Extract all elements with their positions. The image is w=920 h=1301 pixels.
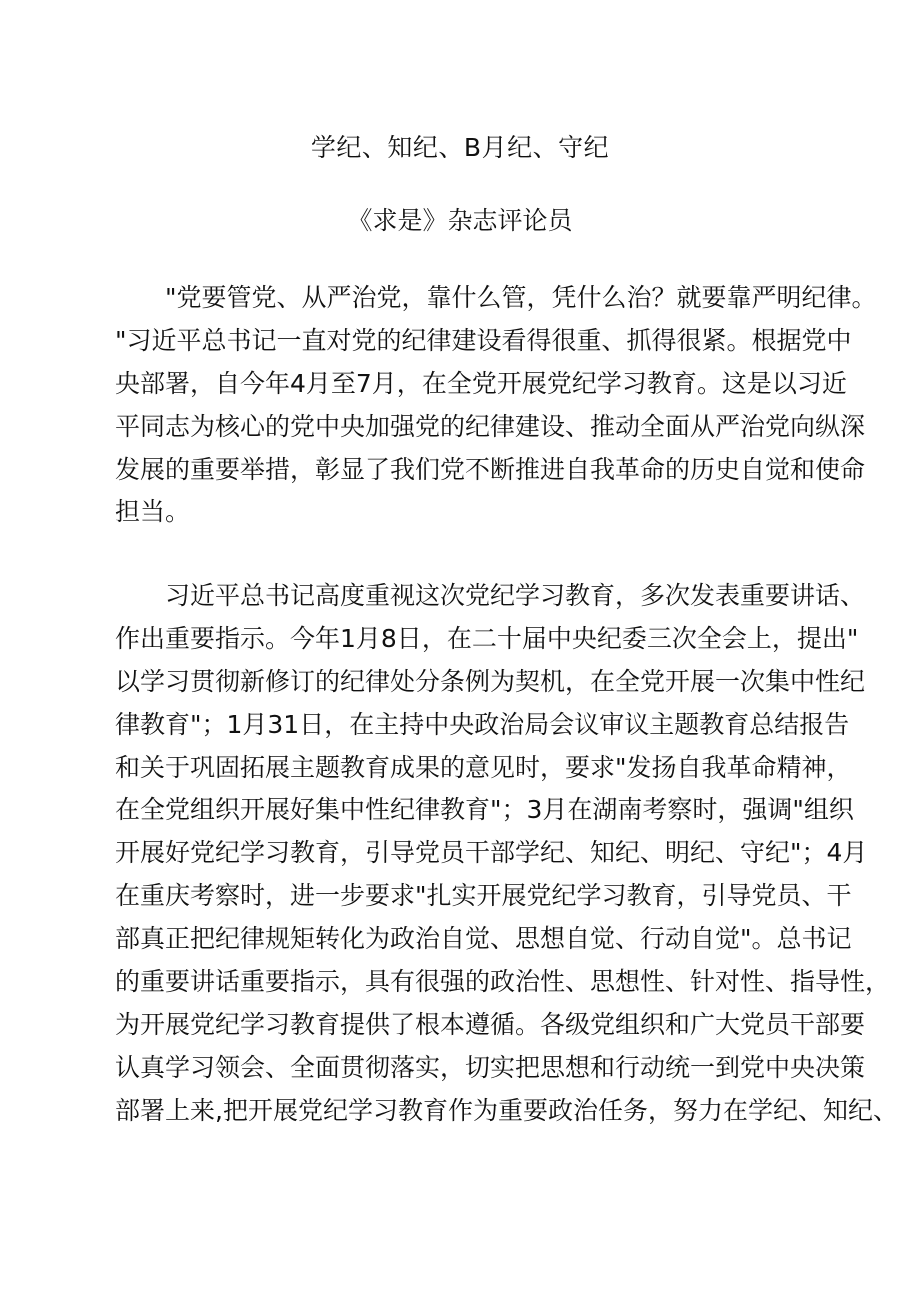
paragraph-line: 担当。 [115,497,191,527]
paragraph-line: 在全党组织开展好集中性纪律教育"；3月在湖南考察时，强调"组织 [115,795,854,825]
paragraph-line: 认真学习领会、全面贯彻落实，切实把思想和行动统一到党中央决策 [115,1052,866,1082]
paragraph-line: 在重庆考察时，进一步要求"扎实开展党纪学习教育，引导党员、干 [115,881,852,911]
paragraph-line: 以学习贯彻新修订的纪律处分条例为契机，在全党开展一次集中性纪 [115,666,866,696]
paragraph-line: 央部署，自今年4月至7月，在全党开展党纪学习教育。这是以习近 [115,368,847,398]
document-byline: 《求是》杂志评论员 [347,206,573,235]
paragraph-1 [115,277,877,534]
paragraph-line: 习近平总书记高度重视这次党纪学习教育，多次发表重要讲话、 [165,581,866,610]
paragraph-line: 律教育"；1月31日，在主持中央政治局会议审议主题教育总结报告 [115,709,850,739]
paragraph-line: 的重要讲话重要指示，具有很强的政治性、思想性、针对性、指导性， [115,967,891,997]
paragraph-line: 部真正把纪律规矩转化为政治自觉、思想自觉、行动自觉"。总书记 [115,924,852,954]
paragraph-line: "习近平总书记一直对党的纪律建设看得很重、抓得很紧。根据党中 [115,325,852,355]
paragraph-line: 为开展党纪学习教育提供了根本遵循。各级党组织和广大党员干部要 [115,1009,866,1039]
paragraph-line: "党要管党、从严治党，靠什么管，凭什么治？就要靠严明纪律。 [165,283,877,312]
paragraph-line: 开展好党纪学习教育，引导党员干部学纪、知纪、明纪、守纪"；4月 [115,838,868,868]
paragraph-line: 平同志为核心的党中央加强党的纪律建设、推动全面从严治党向纵深 [115,411,866,441]
paragraph-line: 部署上来,把开展党纪学习教育作为重要政治任务，努力在学纪、知纪、 [115,1095,898,1125]
paragraph-line: 和关于巩固拓展主题教育成果的意见时，要求"发扬自我革命精神， [115,752,852,782]
paragraph-line: 发展的重要举措，彰显了我们党不断推进自我革命的历史自觉和使命 [115,454,866,484]
document-title: 学纪、知纪、B月纪、守纪 [310,133,610,162]
paragraph-2 [115,575,898,1133]
paragraph-line: 作出重要指示。今年1月8日，在二十届中央纪委三次全会上，提出" [115,623,859,653]
